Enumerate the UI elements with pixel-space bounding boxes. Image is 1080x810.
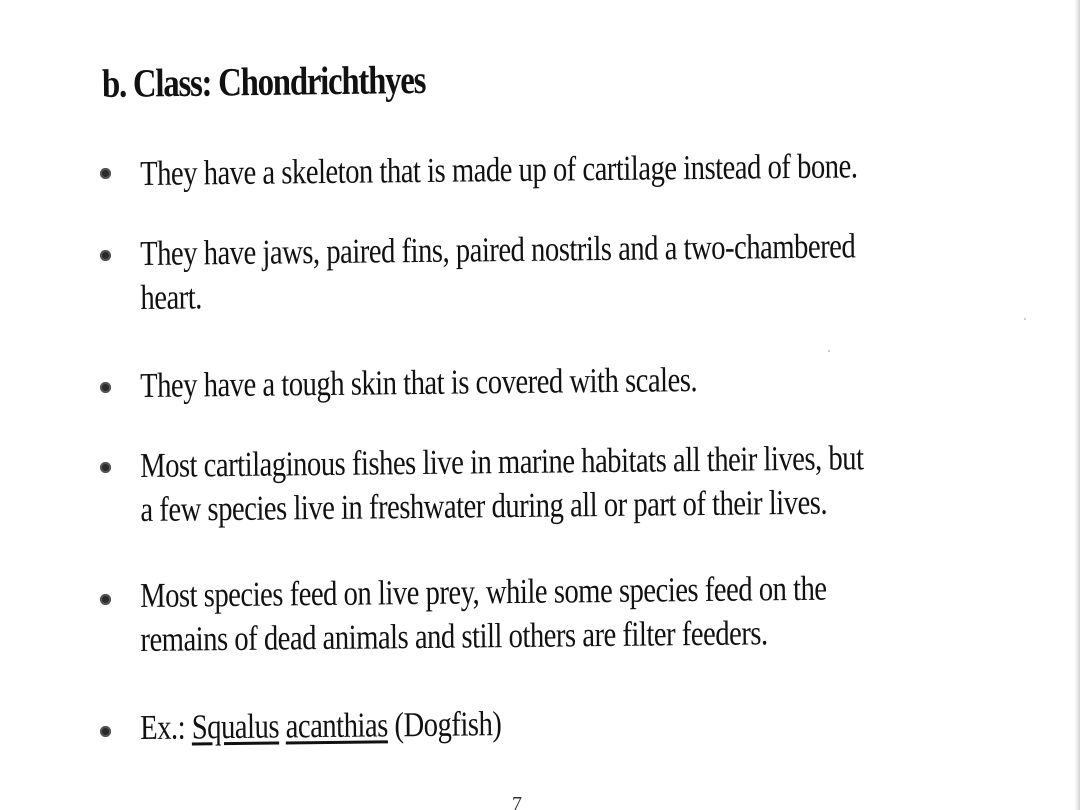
scan-speck: [828, 350, 830, 352]
bullet-line: They have a tough skin that is covered with scales.: [140, 360, 698, 405]
bullet-line: heart.: [140, 277, 203, 317]
bullet-icon: [100, 462, 111, 473]
example-line: [140, 697, 966, 750]
example-species: acanthias: [285, 705, 388, 746]
section-heading: b. Class: Chondrichthyes: [101, 56, 426, 106]
bullet-text: [140, 435, 967, 532]
bullet-text: [140, 355, 966, 408]
bullet-line: They have jaws, paired fins, paired nostrils and a two-chambered: [140, 226, 856, 273]
bullet-text: [140, 143, 966, 196]
example-common-name: (Dogfish): [394, 704, 502, 745]
bullet-line: a few species live in freshwater during all or part of their lives.: [140, 482, 828, 529]
bullet-icon: [100, 168, 111, 179]
example-text: [140, 697, 966, 750]
bullet-text: [140, 223, 967, 320]
bullet-line: remains of dead animals and still others are filter feeders.: [140, 613, 768, 659]
example-genus: Squalus: [191, 706, 280, 747]
bullet-icon: [100, 726, 111, 737]
bullet-line: They have a skeleton that is made up of cartilage instead of bone.: [140, 146, 858, 193]
bullet-icon: [100, 250, 111, 261]
scan-speck: [1024, 318, 1026, 320]
bullet-text: [140, 565, 967, 662]
page-number: 7: [512, 793, 522, 810]
scan-edge: [1074, 0, 1080, 810]
bullet-icon: [100, 594, 111, 605]
example-prefix: Ex.:: [140, 707, 192, 747]
bullet-icon: [100, 382, 111, 393]
bullet-line: Most species feed on live prey, while some species feed on the: [140, 568, 827, 615]
bullet-line: Most cartilaginous fishes live in marine habitats all their lives, but: [140, 438, 864, 485]
